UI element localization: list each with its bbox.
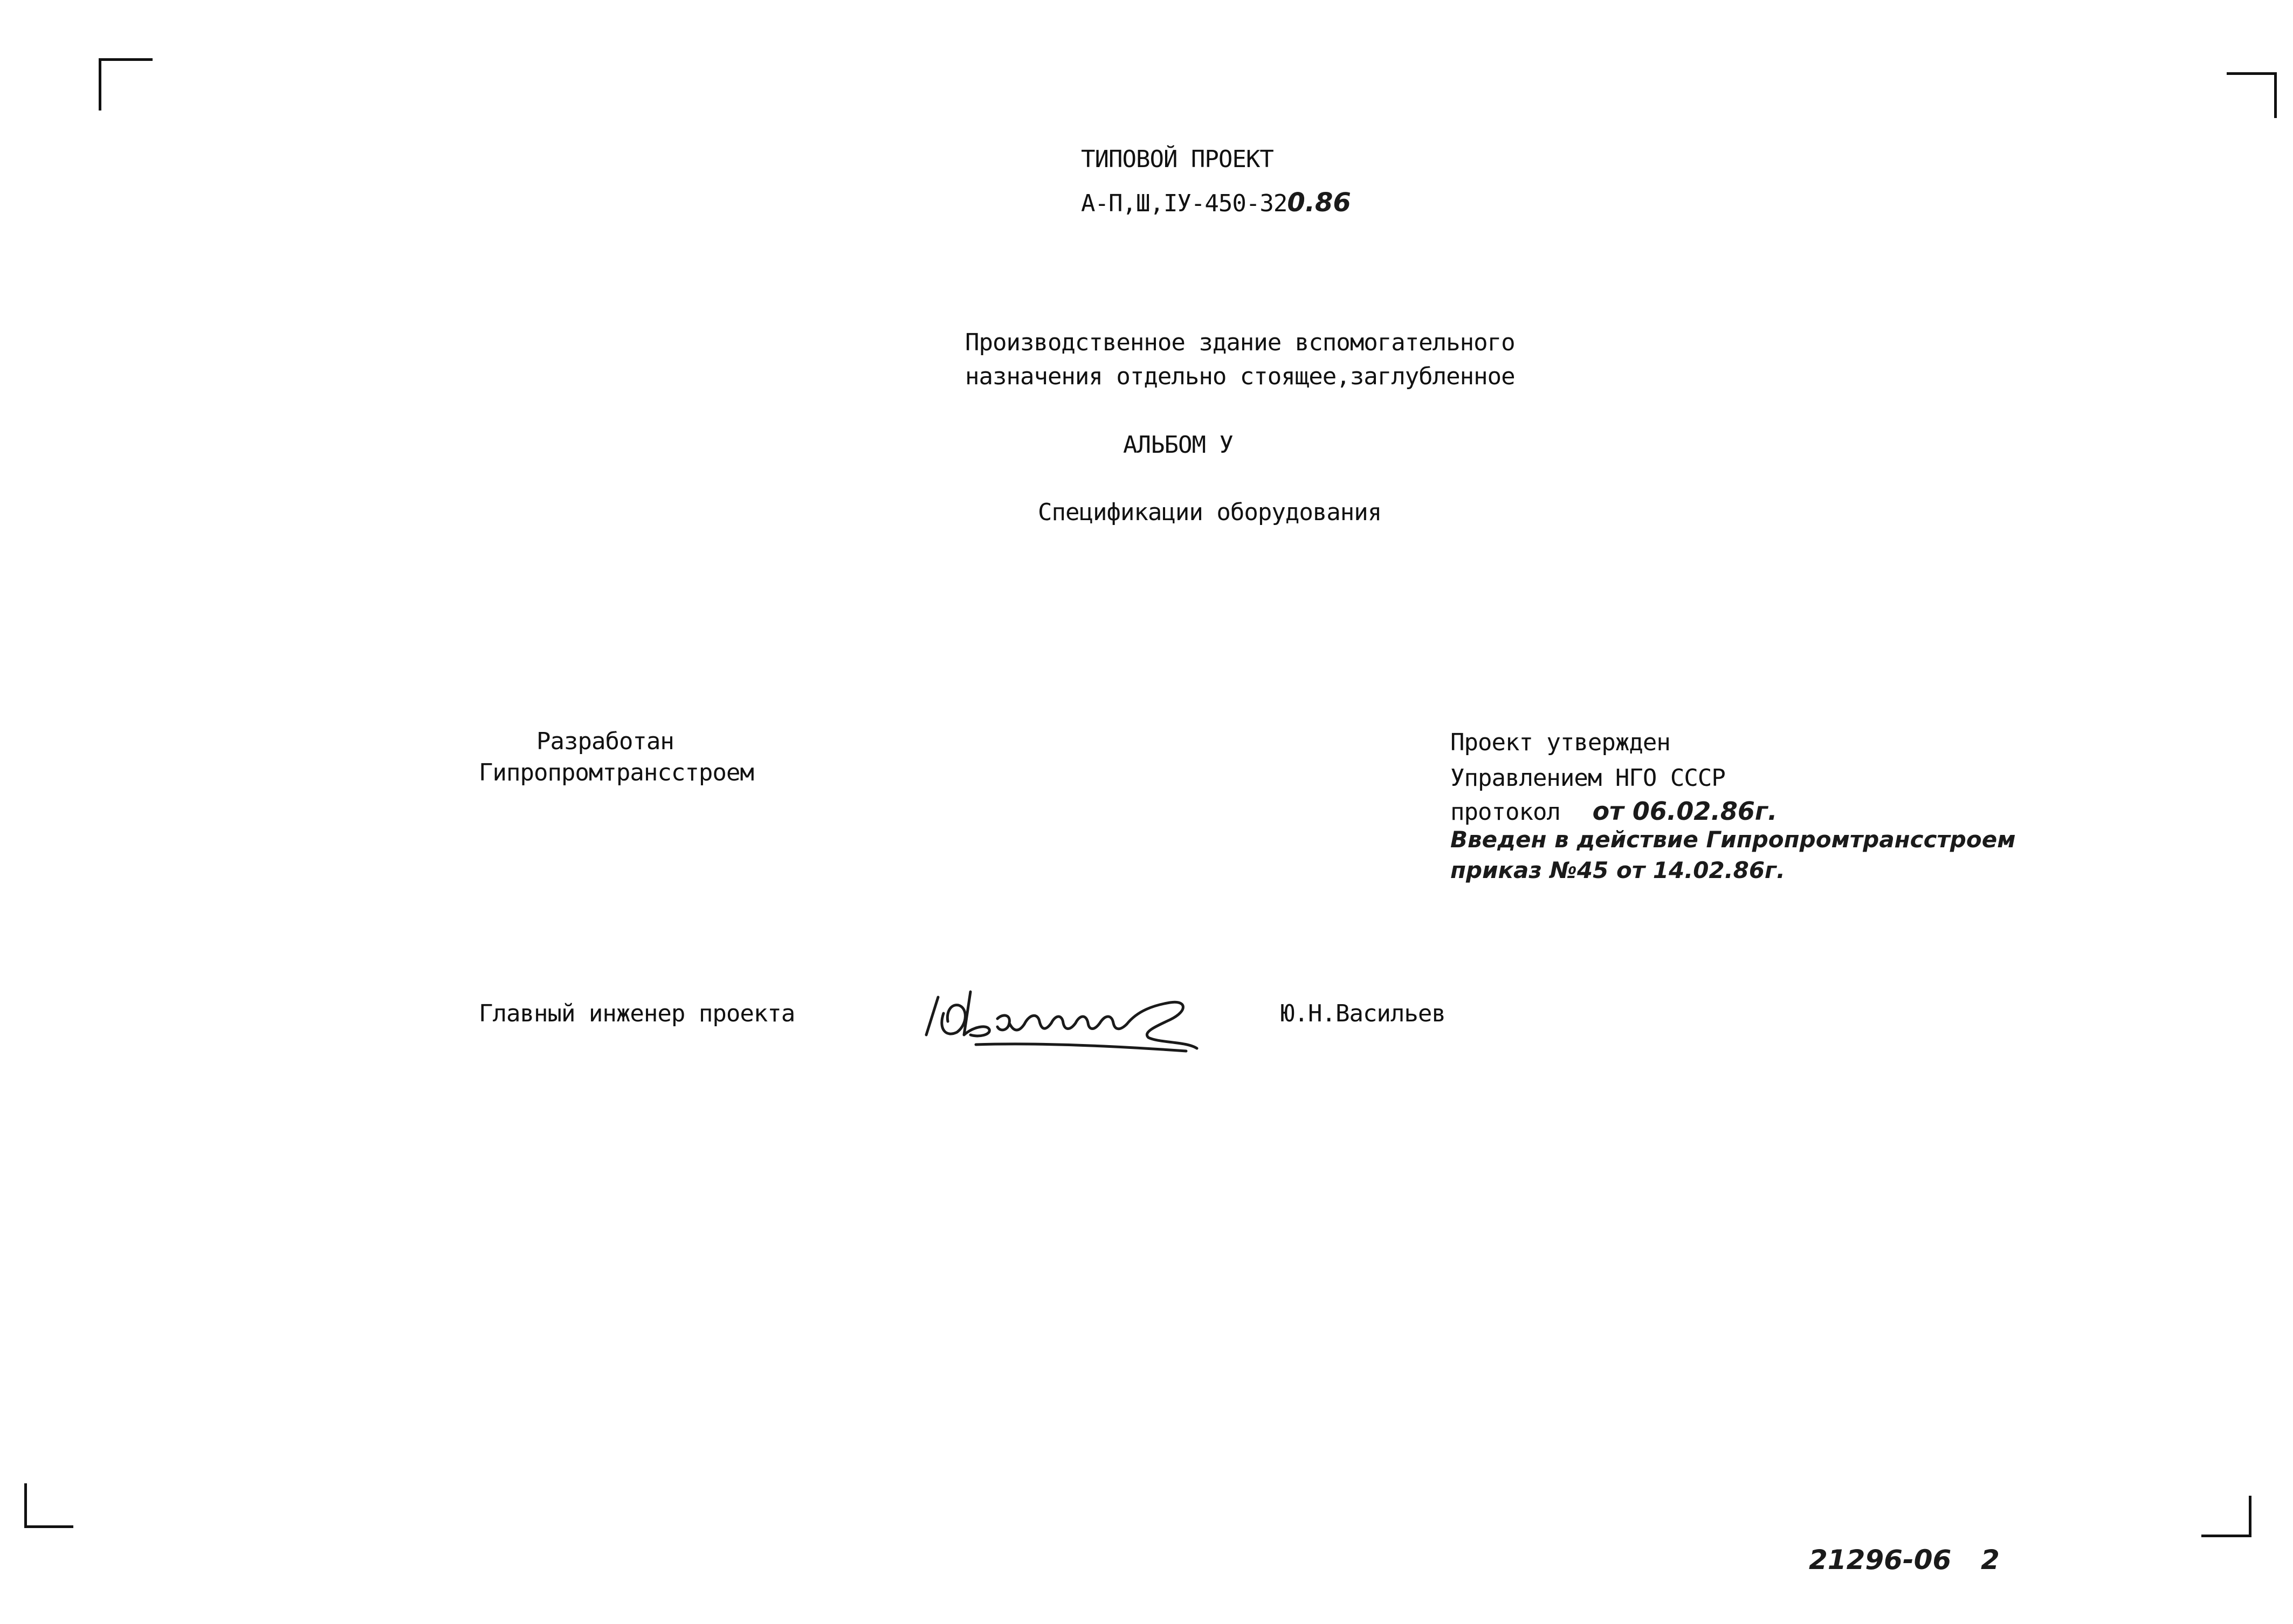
project-code-typed: А-П,Ш,IУ-450-32	[1081, 190, 1287, 217]
album-contents: Спецификации оборудования	[1038, 499, 1382, 526]
approval-line-2: Управлением НГО СССР	[1450, 764, 1725, 792]
chief-engineer-name: Ю.Н.Васильев	[1280, 1000, 1445, 1027]
developer-org: Гипропромтрансстроем	[479, 759, 754, 786]
corner-mark-bottom-right	[2201, 1496, 2251, 1537]
building-description-line-1: Производственное здание вспомогательного	[965, 329, 1515, 356]
corner-mark-top-right	[2227, 72, 2277, 118]
approval-protocol	[1450, 797, 1777, 826]
document-title: ТИПОВОЙ ПРОЕКТ	[1081, 146, 1273, 173]
project-code-handwritten: 0.86	[1287, 188, 1351, 218]
chief-engineer-role: Главный инженер проекта	[479, 1000, 795, 1027]
approval-line-1: Проект утвержден	[1450, 729, 1670, 756]
project-code	[1081, 188, 1351, 218]
page-number: 2	[1980, 1544, 2000, 1575]
developer-label: Разработан	[536, 728, 674, 755]
album-title: АЛЬБОМ У	[1123, 431, 1233, 459]
footer	[1809, 1544, 2000, 1575]
corner-mark-bottom-left	[24, 1483, 73, 1528]
handwritten-signature	[917, 981, 1208, 1056]
enactment-note-line-2: приказ №45 от 14.02.86г.	[1450, 857, 1785, 883]
protocol-label: протокол	[1450, 798, 1560, 826]
building-description-line-2: назначения отдельно стоящее,заглубленное	[965, 363, 1515, 390]
protocol-date: от 06.02.86г.	[1592, 797, 1778, 826]
document-number: 21296-06	[1809, 1544, 1952, 1575]
corner-mark-top-left	[99, 58, 153, 110]
enactment-note-line-1: Введен в действие Гипропромтрансстроем	[1450, 826, 2016, 853]
